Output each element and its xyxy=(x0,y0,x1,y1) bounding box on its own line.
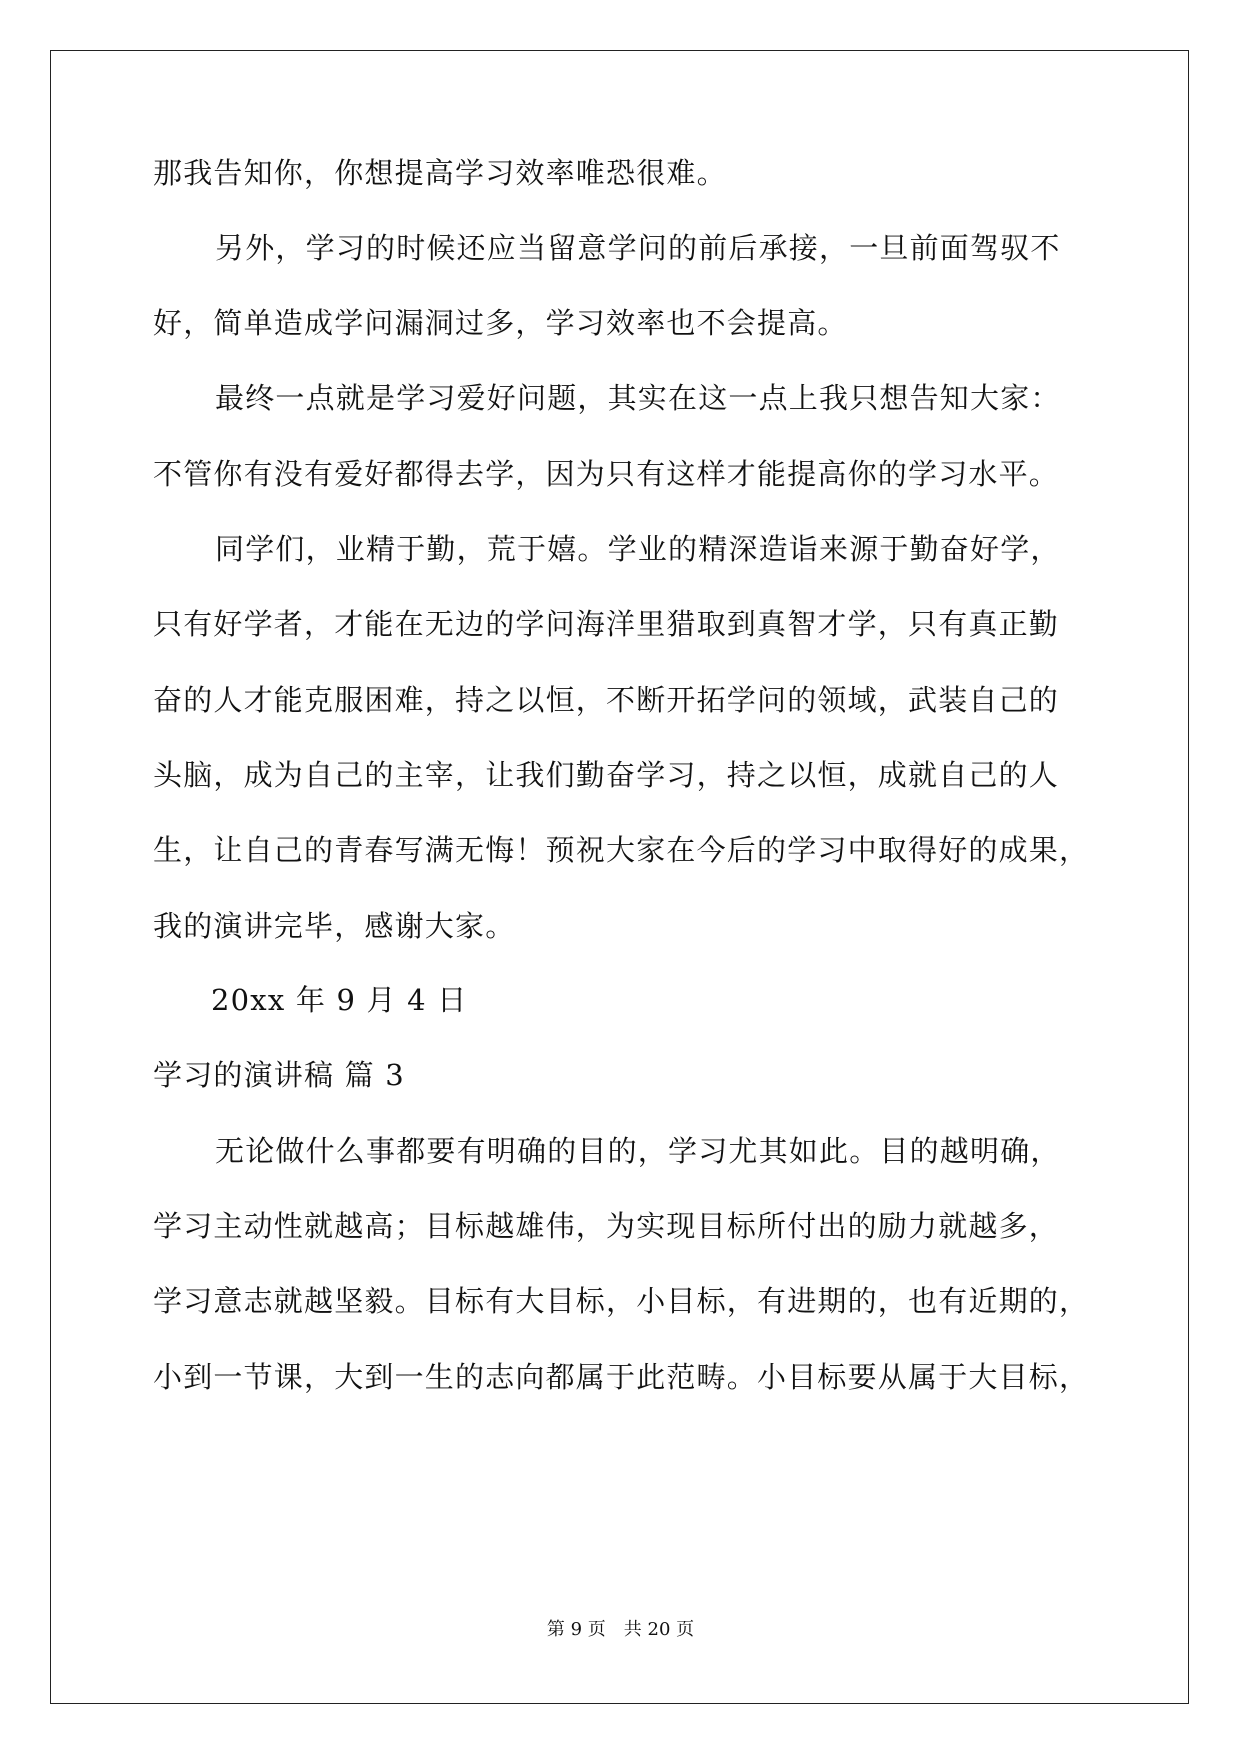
page-frame xyxy=(50,50,1189,1704)
text-line-11: 我的演讲完毕，感谢大家。 xyxy=(153,909,516,943)
page-total: 共 20 页 xyxy=(623,1619,695,1640)
text-line-4: 最终一点就是学习爱好问题，其实在这一点上我只想告知大家： xyxy=(215,381,1061,415)
text-line-15: 小到一节课，大到一生的志向都属于此范畴。小目标要从属于大目标， xyxy=(153,1360,1090,1394)
page-number: 第 9 页 xyxy=(546,1619,606,1640)
text-line-1: 那我告知你，你想提高学习效率唯恐很难。 xyxy=(153,156,727,190)
text-line-9: 头脑，成为自己的主宰，让我们勤奋学习，持之以恒，成就自己的人 xyxy=(153,758,1060,792)
date-line: 20xx 年 9 月 4 日 xyxy=(211,983,468,1017)
text-line-8: 奋的人才能克服困难，持之以恒，不断开拓学问的领域，武装自己的 xyxy=(153,683,1060,717)
page-footer xyxy=(0,1618,1241,1642)
text-line-3: 好，简单造成学问漏洞过多，学习效率也不会提高。 xyxy=(153,306,848,340)
text-line-2: 另外，学习的时候还应当留意学问的前后承接，一旦前面驾驭不 xyxy=(215,231,1061,265)
text-line-6: 同学们，业精于勤，荒于嬉。学业的精深造诣来源于勤奋好学， xyxy=(215,532,1061,566)
text-line-10: 生，让自己的青春写满无悔！预祝大家在今后的学习中取得好的成果， xyxy=(153,833,1090,867)
section-heading: 学习的演讲稿 篇 3 xyxy=(153,1058,405,1092)
text-line-14: 学习意志就越坚毅。目标有大目标，小目标，有进期的，也有近期的， xyxy=(153,1284,1090,1318)
text-line-7: 只有好学者，才能在无边的学问海洋里猎取到真智才学，只有真正勤 xyxy=(153,607,1060,641)
text-line-12: 无论做什么事都要有明确的目的，学习尤其如此。目的越明确， xyxy=(215,1134,1061,1168)
text-line-5: 不管你有没有爱好都得去学，因为只有这样才能提高你的学习水平。 xyxy=(153,457,1060,491)
text-line-13: 学习主动性就越高；目标越雄伟，为实现目标所付出的励力就越多， xyxy=(153,1209,1060,1243)
